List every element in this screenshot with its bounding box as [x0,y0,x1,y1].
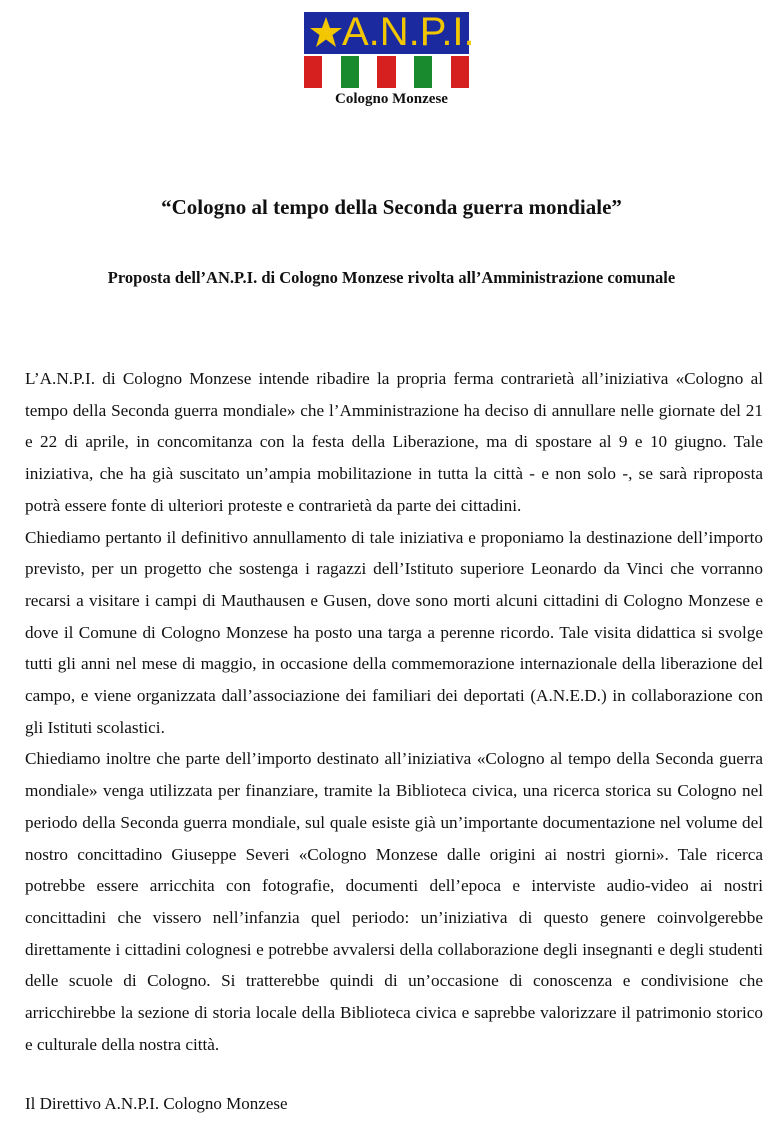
signature: Il Direttivo A.N.P.I. Cologno Monzese [25,1094,288,1113]
logo-stripe [322,56,340,88]
logo-stripe [304,56,322,88]
logo-text: A.N.P.I. [342,10,475,54]
document-subtitle: Proposta dell’AN.P.I. di Cologno Monzese rivolta all’Amministrazione comunale [107,268,676,287]
paragraph: Chiediamo pertanto il definitivo annullamento di tale iniziativa e proponiamo la destinazione dell’importo previsto, per un progetto che sostenga i ragazzi dell’Istituto superiore Leonardo da Vinci che vorranno recarsi a visitare i campi di Mauthausen e Gusen, dove sono morti alcuni cittadini di Cologno Monzese e dove il Comune di Cologno Monzese ha posto una targa a perenne ricordo. Tale visita didattica si svolge tutti gli anni nel mese di maggio, in occasione della commemorazione internazionale della liberazione del campo, e viene organizzata dall’associazione dei familiari dei deportati (A.N.E.D.) in collaborazione con gli Istituti scolastici. [25,527,763,737]
document-body [25,363,763,1060]
anpi-logo [304,10,475,88]
paragraph: Chiediamo inoltre che parte dell’importo destinato all’iniziativa «Cologno al tempo della Seconda guerra mondiale» venga utilizzata per finanziare, tramite la Biblioteca civica, una ricerca storica su Cologno nel periodo della Seconda guerra mondiale, sul quale esiste già un’importante documentazione nel volume del nostro concittadino Giuseppe Severi «Cologno Monzese dalle origini ai nostri giorni». Tale ricerca potrebbe essere arricchita con fotografie, documenti dell’epoca e interviste audio-video ai nostri concittadini che vissero nell’infanzia quel periodo: un’iniziativa di questo genere coinvolgerebbe direttamente i cittadini colognesi e potrebbe avvalersi della collaborazione degli insegnanti e degli studenti delle scuole di Cologno. Si tratterebbe quindi di un’occasione di conoscenza e condivisione che arricchirebbe la sezione di storia locale della Biblioteca civica e saprebbe valorizzare il patrimonio storico e culturale della nostra città. [25,749,763,1054]
logo-stripe [432,56,450,88]
logo-caption: Cologno Monzese [335,91,448,107]
logo-stripe [451,56,469,88]
paragraph: L’A.N.P.I. di Cologno Monzese intende ribadire la propria ferma contrarietà all’iniziativa «Cologno al tempo della Seconda guerra mondiale» che l’Amministrazione ha deciso di annullare nelle giornate del 21 e 22 di aprile, in concomitanza con la festa della Liberazione, ma di spostare al 9 e 10 giugno. Tale iniziativa, che ha già suscitato un’ampia mobilitazione in tutta la città - e non solo -, se sarà riproposta potrà essere fonte di ulteriori proteste e contrarietà da parte dei cittadini. [25,369,763,515]
logo-stripe [396,56,414,88]
logo-stripe [414,56,432,88]
logo-banner [304,10,475,54]
logo-stripe [359,56,377,88]
star-icon [309,15,343,49]
document-title: “Cologno al tempo della Seconda guerra mondiale” [161,195,622,219]
logo-stripe [341,56,359,88]
logo-tricolor-stripes [304,56,469,88]
logo-stripe [377,56,395,88]
